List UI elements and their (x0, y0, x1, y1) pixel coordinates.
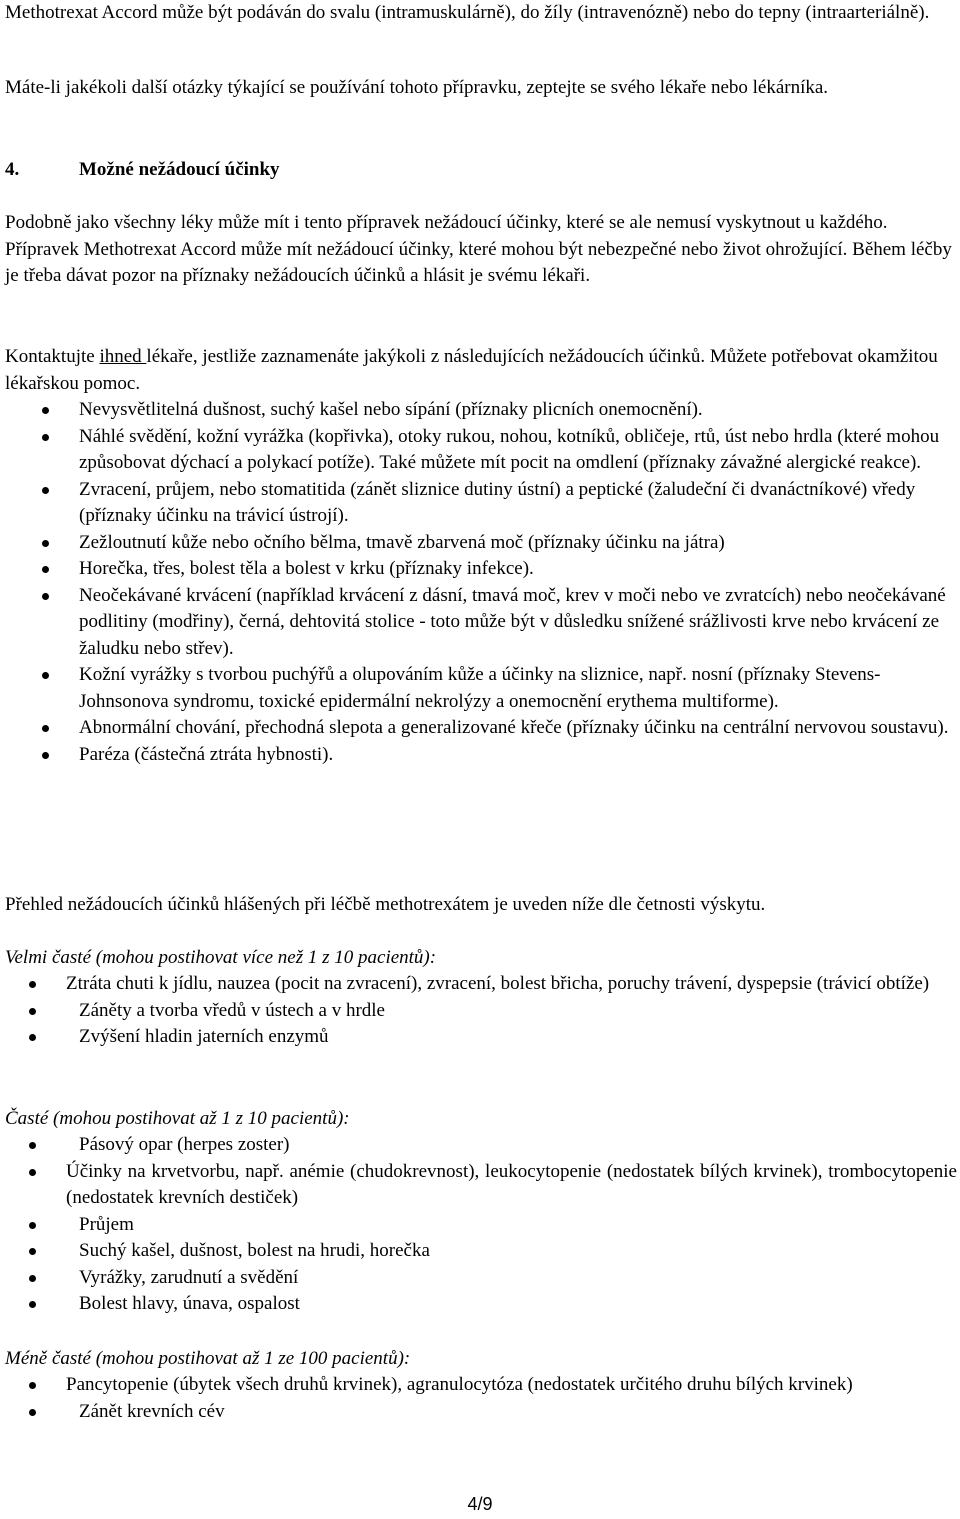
bullet-icon (42, 593, 49, 600)
bullet-icon (29, 1008, 36, 1015)
bullet-icon (29, 1034, 36, 1041)
list-item: Ztráta chuti k jídlu, nauzea (pocit na zvracení), zvracení, bolest břicha, poruchy trávení, dyspepsie (trávicí obtíže) (0, 971, 957, 998)
serious-effects-list (0, 397, 957, 768)
bullet-icon (29, 981, 36, 988)
frequency-overview: Přehled nežádoucích účinků hlášených při léčbě methotrexátem je uveden níže dle četnosti výskytu. (5, 894, 766, 915)
bullet-icon (29, 1142, 36, 1149)
bullet-icon (29, 1409, 36, 1416)
contact-text-underlined: ihned (99, 346, 147, 367)
list-item: Horečka, třes, bolest těla a bolest v krku (příznaky infekce). (0, 556, 957, 583)
contact-text-after: lékaře, jestliže zaznamenáte jakýkoli z následujících nežádoucích účinků. Můžete potřebovat okamžitou lékařskou pomoc. (5, 346, 938, 394)
intro-administration: Methotrexat Accord může být podáván do svalu (intramuskulárně), do žíly (intravenózně) nebo do tepny (intraarteriálně). (5, 2, 930, 23)
list-item: Abnormální chování, přechodná slepota a generalizované křeče (příznaky účinku na centrální nervovou soustavu). (0, 715, 957, 742)
list-item: Pancytopenie (úbytek všech druhů krvinek), agranulocytóza (nedostatek určitého druhu bílých krvinek) (0, 1372, 957, 1399)
bullet-icon (29, 1222, 36, 1229)
bullet-icon (29, 1248, 36, 1255)
list-item: Zánět krevních cév (0, 1399, 957, 1426)
list-item: Pásový opar (herpes zoster) (0, 1132, 957, 1159)
side-effects-intro: Podobně jako všechny léky může mít i tento přípravek nežádoucí účinky, které se ale nemusí vyskytnout u každého. Přípravek Methotrexat Accord může mít nežádoucí účinky, které mohou být nebezpečné nebo život ohrožující. Během léčby je třeba dávat pozor na příznaky nežádoucích účinků a hlásit je svému lékaři. (5, 212, 952, 286)
bullet-icon (42, 672, 49, 679)
bullet-icon (42, 434, 49, 441)
list-item: Nevysvětlitelná dušnost, suchý kašel nebo sípání (příznaky plicních onemocnění). (0, 397, 957, 424)
bullet-icon (42, 407, 49, 414)
bullet-icon (42, 725, 49, 732)
bullet-icon (29, 1169, 36, 1176)
section-number: 4. (5, 159, 20, 180)
list-item: Paréza (částečná ztráta hybnosti). (0, 742, 957, 769)
section-title: Možné nežádoucí účinky (79, 159, 280, 180)
page-number: 4/9 (467, 1494, 493, 1514)
bullet-icon (42, 540, 49, 547)
section-heading (5, 157, 957, 184)
uncommon-heading: Méně časté (mohou postihovat až 1 ze 100 pacientů): (5, 1348, 411, 1369)
bullet-icon (42, 566, 49, 573)
list-item: Zvýšení hladin jaterních enzymů (0, 1024, 957, 1051)
bullet-icon (42, 487, 49, 494)
intro-questions: Máte-li jakékoli další otázky týkající se používání tohoto přípravku, zeptejte se svého lékaře nebo lékárníka. (5, 77, 829, 98)
list-item: Průjem (0, 1212, 957, 1239)
bullet-icon (42, 752, 49, 759)
list-item: Účinky na krvetvorbu, např. anémie (chudokrevnost), leukocytopenie (nedostatek bílých krvinek), trombocytopenie (nedostatek krevních destiček) (0, 1159, 957, 1212)
bullet-icon (29, 1382, 36, 1389)
very-common-heading: Velmi časté (mohou postihovat více než 1 z 10 pacientů): (5, 947, 437, 968)
contact-text-before: Kontaktujte (5, 346, 100, 367)
list-item: Kožní vyrážky s tvorbou puchýřů a olupováním kůže a účinky na sliznice, např. nosní (příznaky Stevens-Johnsonova syndromu, toxické epidermální nekrolýzy a onemocnění erythema multiforme). (0, 662, 957, 715)
list-item: Náhlé svědění, kožní vyrážka (kopřivka), otoky rukou, nohou, kotníků, obličeje, rtů, úst nebo hrdla (které mohou způsobovat dýchací a polykací potíže). Také můžete mít pocit na omdlení (příznaky závažné alergické reakce). (0, 424, 957, 477)
list-item: Suchý kašel, dušnost, bolest na hrudi, horečka (0, 1238, 957, 1265)
contact-doctor-paragraph (5, 344, 957, 397)
common-list (0, 1132, 957, 1318)
bullet-icon (29, 1301, 36, 1308)
bullet-icon (29, 1275, 36, 1282)
list-item: Neočekávané krvácení (například krvácení z dásní, tmavá moč, krev v moči nebo ve zvratcích) nebo neočekávané podlitiny (modřiny), černá, dehtovitá stolice - toto může být v důsledku snížené srážlivosti krve nebo krvácení ze žaludku nebo střev). (0, 583, 957, 663)
very-common-list (0, 971, 957, 1051)
common-heading: Časté (mohou postihovat až 1 z 10 pacientů): (5, 1108, 350, 1129)
list-item: Vyrážky, zarudnutí a svědění (0, 1265, 957, 1292)
list-item: Záněty a tvorba vředů v ústech a v hrdle (0, 998, 957, 1025)
list-item: Zvracení, průjem, nebo stomatitida (zánět sliznice dutiny ústní) a peptické (žaludeční či dvanáctníkové) vředy (příznaky účinku na trávicí ústrojí). (0, 477, 957, 530)
list-item: Zežloutnutí kůže nebo očního bělma, tmavě zbarvená moč (příznaky účinku na játra) (0, 530, 957, 557)
uncommon-list (0, 1372, 957, 1425)
list-item: Bolest hlavy, únava, ospalost (0, 1291, 957, 1318)
